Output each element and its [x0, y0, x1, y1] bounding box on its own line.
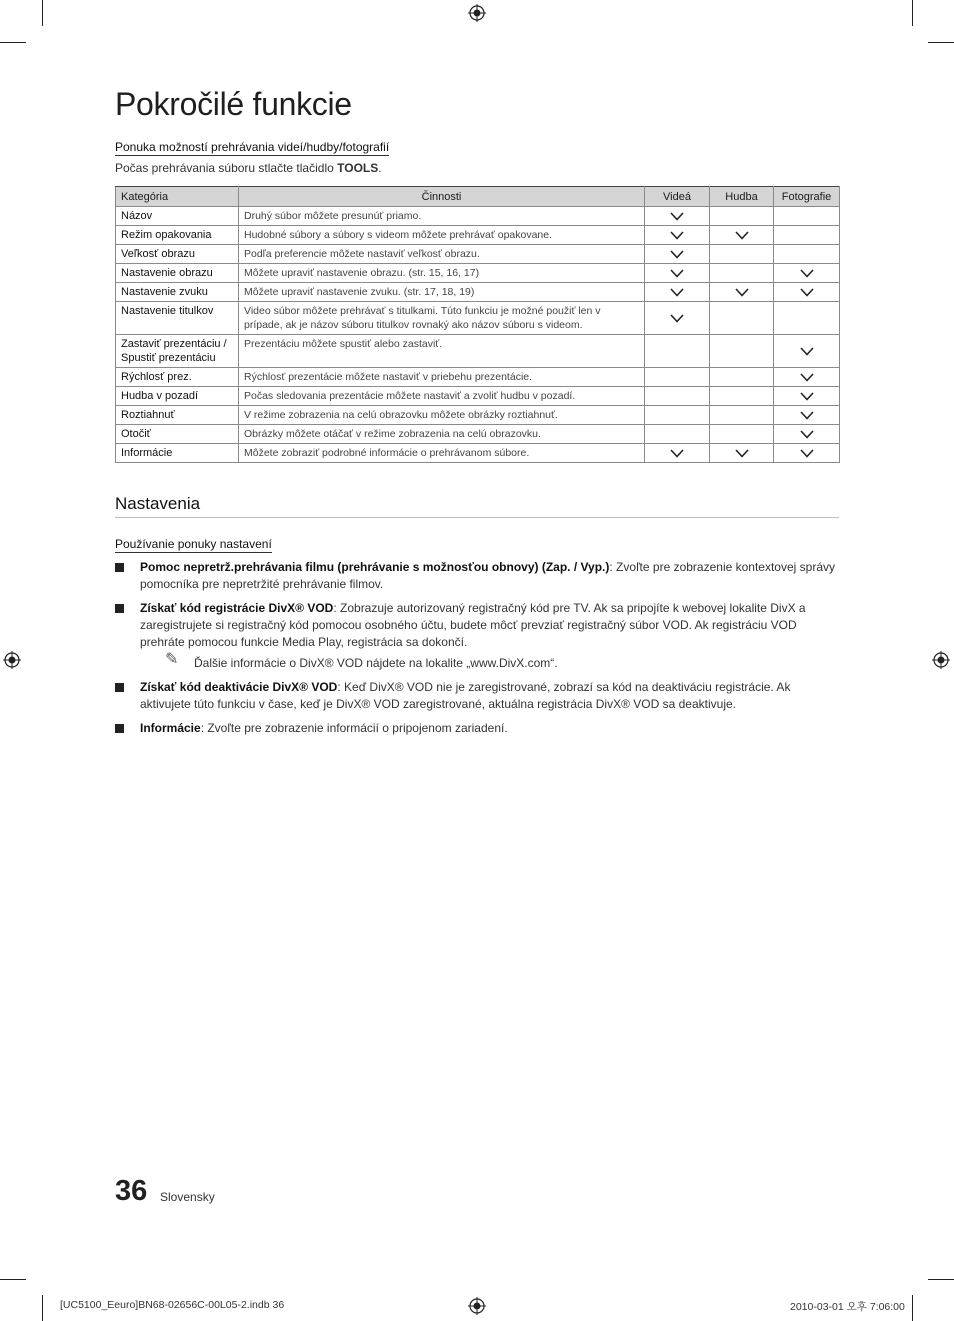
- cell-category: Nastavenie obrazu: [116, 264, 239, 283]
- cell-action: Môžete zobraziť podrobné informácie o prehrávanom súbore.: [239, 444, 645, 463]
- page-language: Slovensky: [160, 1190, 215, 1204]
- cell-action: Video súbor môžete prehrávať s titulkami. Túto funkciu je možné použiť len v prípade, ak je názov súboru titulkov rovnaký ako názov súboru s videom.: [239, 302, 645, 335]
- table-body: [116, 207, 840, 463]
- item-text: : Zobrazuje autorizovaný registračný kód pre TV. Ak sa pripojíte k webovej lokalite DivX a zaregistrujete si registračný kód pomocou osobného účtu, budete môcť prevziať registračný súbor VOD. Ak registráciu VOD prehráte pomocou funkcie Media Play, registrácia sa dokončí.: [140, 601, 806, 649]
- table-row: [116, 283, 840, 302]
- table-row: [116, 226, 840, 245]
- cell-category: Hudba v pozadí: [116, 387, 239, 406]
- cell-photo: [774, 425, 840, 444]
- playback-options-heading: Ponuka možností prehrávania videí/hudby/fotografií: [115, 140, 390, 154]
- cell-video: [645, 368, 710, 387]
- cell-music: [710, 245, 774, 264]
- cell-photo: [774, 406, 840, 425]
- table-row: [116, 302, 840, 335]
- cell-video: [645, 425, 710, 444]
- intro-text-start: Počas prehrávania súboru stlačte tlačidlo: [115, 161, 338, 175]
- cell-video: [645, 207, 710, 226]
- crop-mark: [0, 42, 26, 43]
- cell-photo: [774, 444, 840, 463]
- options-table: [115, 186, 840, 463]
- checkmark-icon: [645, 212, 709, 221]
- cell-video: [645, 226, 710, 245]
- checkmark-icon: [774, 269, 839, 278]
- header-videos: Videá: [645, 187, 710, 207]
- note-pencil-icon: ✎: [165, 651, 179, 668]
- bullet-square-icon: [115, 563, 124, 572]
- crop-mark: [42, 1295, 43, 1321]
- cell-category: Názov: [116, 207, 239, 226]
- checkmark-icon: [645, 250, 709, 259]
- note-text: Ďalšie informácie o DivX® VOD nájdete na lokalite „www.DivX.com“.: [194, 656, 558, 670]
- list-item: [115, 720, 840, 737]
- crop-mark: [912, 1295, 913, 1321]
- note: [140, 651, 840, 672]
- cell-music: [710, 264, 774, 283]
- cell-photo: [774, 387, 840, 406]
- table-row: [116, 406, 840, 425]
- cell-action: V režime zobrazenia na celú obrazovku môžete obrázky roztiahnuť.: [239, 406, 645, 425]
- crop-mark: [912, 0, 913, 26]
- footer-date: 2010-03-01 오후 7:06:00: [790, 1301, 905, 1313]
- intro-text: [115, 161, 382, 175]
- cell-photo: [774, 264, 840, 283]
- cell-action: Môžete upraviť nastavenie zvuku. (str. 17, 18, 19): [239, 283, 645, 302]
- tools-key: TOOLS: [337, 161, 379, 175]
- checkmark-icon: [710, 288, 773, 297]
- cell-action: Podľa preferencie môžete nastaviť veľkosť obrazu.: [239, 245, 645, 264]
- cell-music: [710, 444, 774, 463]
- checkmark-icon: [645, 314, 709, 323]
- cell-video: [645, 302, 710, 335]
- item-term: Informácie: [140, 721, 201, 735]
- cell-music: [710, 226, 774, 245]
- cell-video: [645, 444, 710, 463]
- cell-video: [645, 283, 710, 302]
- cell-action: Obrázky môžete otáčať v režime zobrazenia na celú obrazovku.: [239, 425, 645, 444]
- table-row: [116, 264, 840, 283]
- table-row: [116, 444, 840, 463]
- checkmark-icon: [774, 392, 839, 401]
- cell-action: Druhý súbor môžete presunúť priamo.: [239, 207, 645, 226]
- bullet-square-icon: [115, 604, 124, 613]
- bullet-square-icon: [115, 683, 124, 692]
- cell-photo: [774, 245, 840, 264]
- cell-photo: [774, 207, 840, 226]
- cell-category: Zastaviť prezentáciu / Spustiť prezentáciu: [116, 335, 239, 368]
- checkmark-icon: [774, 449, 839, 458]
- cell-photo: [774, 283, 840, 302]
- footer-file: [UC5100_Eeuro]BN68-02656C-00L05-2.indb 36: [60, 1299, 285, 1311]
- list-item: [115, 600, 840, 672]
- checkmark-icon: [710, 231, 773, 240]
- item-text: : Zvoľte pre zobrazenie informácií o pripojenom zariadení.: [200, 721, 508, 735]
- registration-mark-icon: [468, 1297, 486, 1315]
- cell-video: [645, 264, 710, 283]
- cell-category: Otočiť: [116, 425, 239, 444]
- checkmark-icon: [774, 347, 839, 356]
- table-row: [116, 368, 840, 387]
- cell-category: Informácie: [116, 444, 239, 463]
- table-header-row: [116, 187, 840, 207]
- checkmark-icon: [645, 269, 709, 278]
- list-item: [115, 559, 840, 593]
- registration-mark-icon: [468, 4, 486, 22]
- checkmark-icon: [645, 231, 709, 240]
- cell-photo: [774, 302, 840, 335]
- cell-category: Roztiahnuť: [116, 406, 239, 425]
- cell-action: Rýchlosť prezentácie môžete nastaviť v priebehu prezentácie.: [239, 368, 645, 387]
- settings-section-title: Nastavenia: [115, 494, 839, 518]
- crop-mark: [42, 0, 43, 26]
- cell-video: [645, 406, 710, 425]
- list-item: [115, 679, 840, 713]
- item-term: Získať kód deaktivácie DivX® VOD: [140, 680, 338, 694]
- cell-action: Môžete upraviť nastavenie obrazu. (str. 15, 16, 17): [239, 264, 645, 283]
- cell-music: [710, 335, 774, 368]
- cell-category: Režim opakovania: [116, 226, 239, 245]
- cell-music: [710, 302, 774, 335]
- cell-music: [710, 283, 774, 302]
- crop-mark: [0, 1279, 26, 1280]
- cell-music: [710, 368, 774, 387]
- cell-category: Veľkosť obrazu: [116, 245, 239, 264]
- page-number: 36: [115, 1175, 148, 1207]
- checkmark-icon: [774, 373, 839, 382]
- table-row: [116, 387, 840, 406]
- settings-subheading: Používanie ponuky nastavení: [115, 537, 272, 551]
- cell-music: [710, 207, 774, 226]
- checkmark-icon: [645, 449, 709, 458]
- cell-music: [710, 387, 774, 406]
- cell-music: [710, 406, 774, 425]
- item-term: Získať kód registrácie DivX® VOD: [140, 601, 334, 615]
- cell-photo: [774, 226, 840, 245]
- cell-video: [645, 387, 710, 406]
- header-photos: Fotografie: [774, 187, 840, 207]
- cell-action: Počas sledovania prezentácie môžete nastaviť a zvoliť hudbu v pozadí.: [239, 387, 645, 406]
- cell-category: Rýchlosť prez.: [116, 368, 239, 387]
- settings-list: [115, 559, 840, 744]
- page-title: Pokročilé funkcie: [115, 86, 352, 122]
- checkmark-icon: [774, 430, 839, 439]
- cell-video: [645, 245, 710, 264]
- registration-mark-icon: [3, 651, 21, 669]
- table-row: [116, 207, 840, 226]
- intro-text-end: .: [378, 161, 382, 175]
- crop-mark: [928, 1279, 954, 1280]
- cell-action: Prezentáciu môžete spustiť alebo zastaviť.: [239, 335, 645, 368]
- table-row: [116, 335, 840, 368]
- item-text: : Keď DivX® VOD nie je zaregistrované, zobrazí sa kód na deaktiváciu registrácie. Ak aktivujete túto funkciu v čase, keď je DivX® VOD zaregistrované, aktuálna registrácia DivX® VOD sa deaktivuje.: [140, 680, 791, 711]
- bullet-square-icon: [115, 724, 124, 733]
- registration-mark-icon: [932, 651, 950, 669]
- item-term: Pomoc nepretrž.prehrávania filmu (prehrávanie s možnosťou obnovy) (Zap. / Vyp.): [140, 560, 610, 574]
- cell-music: [710, 425, 774, 444]
- header-music: Hudba: [710, 187, 774, 207]
- header-category: Kategória: [116, 187, 239, 207]
- table-row: [116, 425, 840, 444]
- item-text: : Zvoľte pre zobrazenie kontextovej správy pomocníka pre nepretržité prehrávanie filmov.: [140, 560, 835, 591]
- header-actions: Činnosti: [239, 187, 645, 207]
- table-row: [116, 245, 840, 264]
- checkmark-icon: [774, 411, 839, 420]
- cell-photo: [774, 335, 840, 368]
- cell-category: Nastavenie zvuku: [116, 283, 239, 302]
- checkmark-icon: [710, 449, 773, 458]
- crop-mark: [928, 42, 954, 43]
- cell-category: Nastavenie titulkov: [116, 302, 239, 335]
- checkmark-icon: [774, 288, 839, 297]
- cell-photo: [774, 368, 840, 387]
- cell-video: [645, 335, 710, 368]
- checkmark-icon: [645, 288, 709, 297]
- cell-action: Hudobné súbory a súbory s videom môžete prehrávať opakovane.: [239, 226, 645, 245]
